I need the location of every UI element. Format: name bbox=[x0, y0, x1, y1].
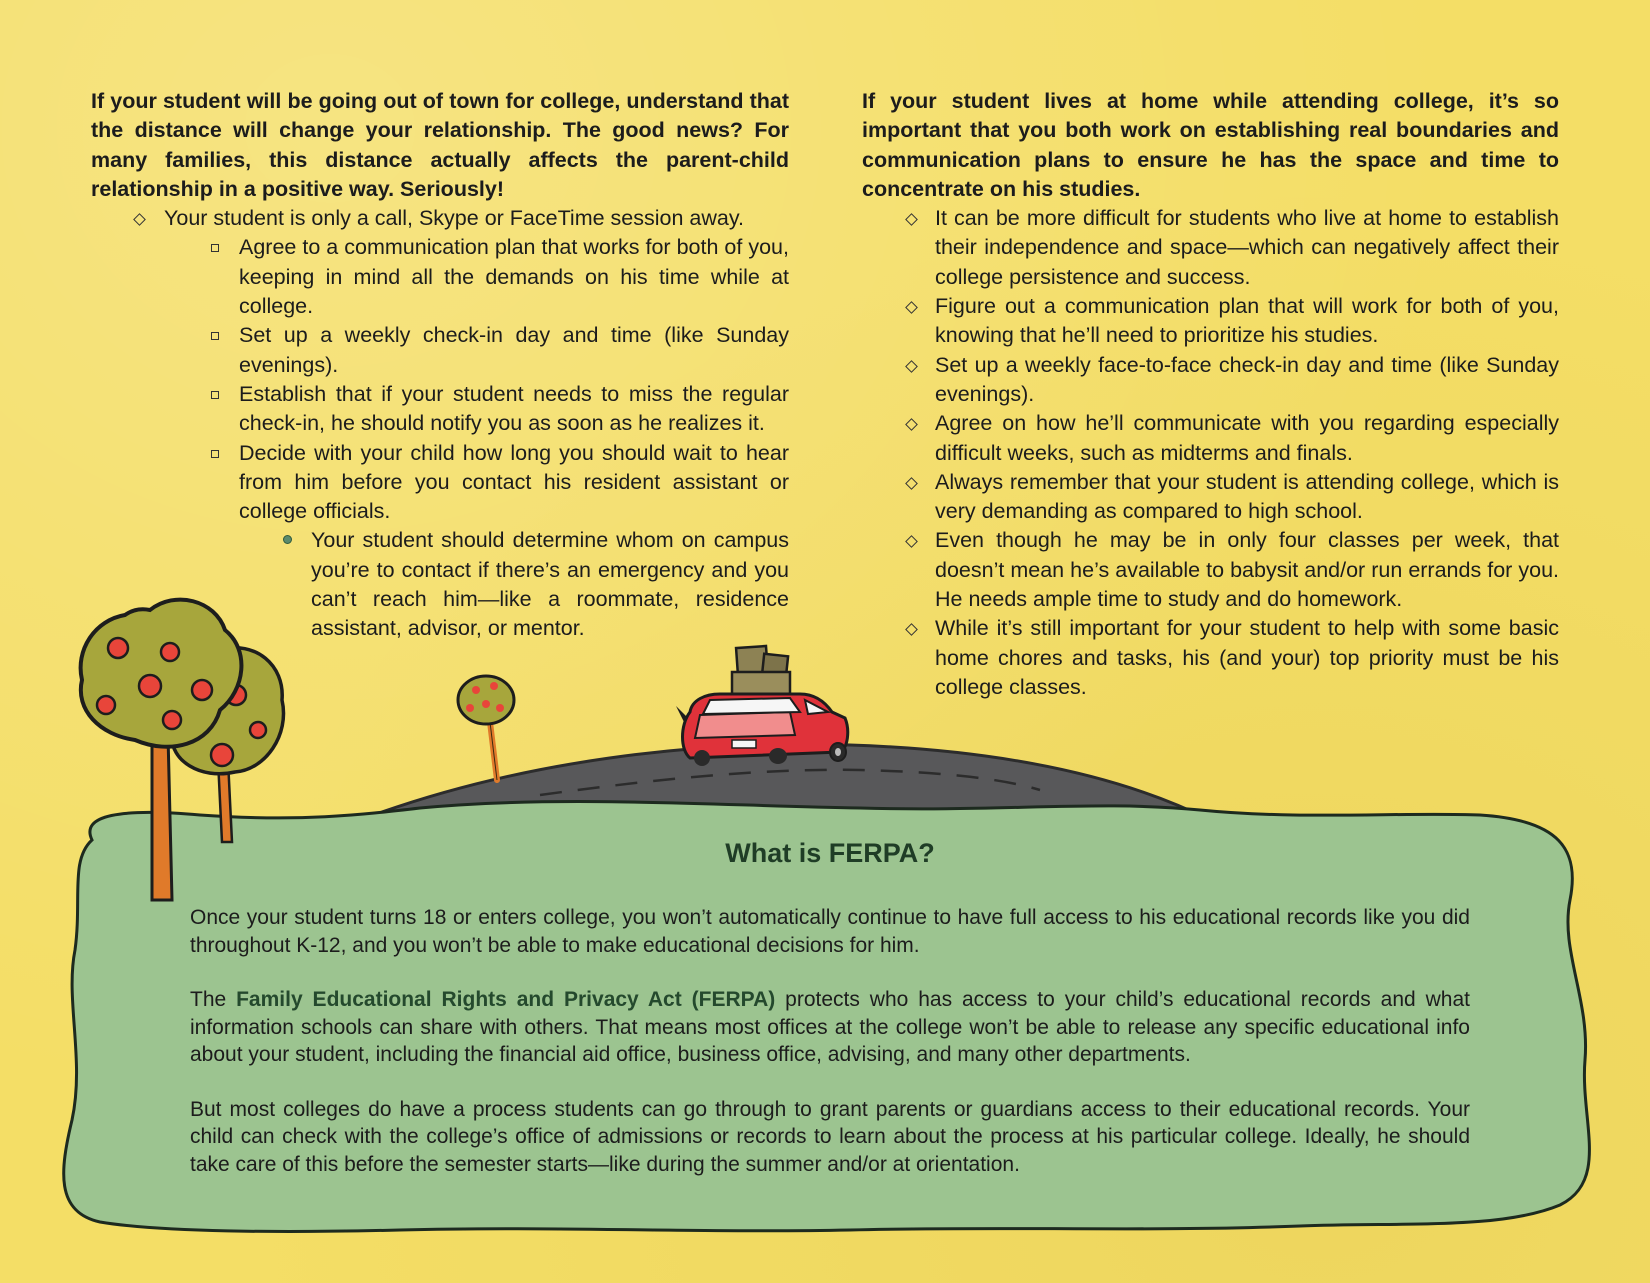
right-column bbox=[862, 87, 1559, 702]
ferpa-act-name: Family Educational Rights and Privacy Act (FERPA) bbox=[236, 988, 776, 1011]
circle-bullet-icon bbox=[283, 535, 292, 544]
diamond-bullet-icon bbox=[905, 536, 918, 549]
square-bullet-icon bbox=[211, 450, 219, 458]
diamond-bullet-icon bbox=[905, 213, 918, 226]
list-item-text: Your student is only a call, Skype or FaceTime session away. bbox=[164, 206, 744, 231]
right-lead-paragraph: If your student lives at home while attending college, it’s so important that you both work on establishing real boundaries and communication plans to ensure he has the space and time to concentrate on his studies. bbox=[862, 89, 1559, 201]
list-item bbox=[862, 409, 1559, 468]
list-item bbox=[91, 526, 789, 643]
ferpa-title: What is FERPA? bbox=[725, 838, 935, 868]
list-item-text: Your student should determine whom on campus you’re to contact if there’s an emergency and you can’t reach him—like a roommate, residence assistant, advisor, or mentor. bbox=[311, 528, 789, 641]
square-bullet-icon bbox=[211, 391, 219, 399]
list-item-text: Set up a weekly check-in day and time (like Sunday evenings). bbox=[239, 323, 789, 377]
list-item-text: Decide with your child how long you should wait to hear from him before you contact his resident assistant or college officials. bbox=[239, 440, 789, 524]
left-column bbox=[91, 87, 789, 644]
list-item bbox=[862, 204, 1559, 292]
list-item bbox=[91, 439, 789, 527]
car bbox=[676, 646, 848, 766]
diamond-bullet-icon bbox=[905, 301, 918, 314]
list-item-text: Set up a weekly face-to-face check-in day and time (like Sunday evenings). bbox=[935, 352, 1559, 406]
ferpa-p2-prefix: The bbox=[190, 988, 237, 1011]
list-item bbox=[91, 380, 789, 439]
small-tree bbox=[458, 676, 514, 780]
ferpa-paragraph-2 bbox=[190, 986, 1470, 1069]
diamond-bullet-icon bbox=[905, 360, 918, 373]
diamond-bullet-icon bbox=[133, 213, 146, 226]
ferpa-paragraph-3: But most colleges do have a process students can go through to grant parents or guardians access to their educational records. Your child can check with the college’s office of admissions or records to learn about the process at his particular college. Ideally, he should take care of this before the semester starts—like during the summer and/or at orientation. bbox=[190, 1097, 1470, 1176]
list-item bbox=[862, 614, 1559, 702]
diamond-bullet-icon bbox=[905, 418, 918, 431]
list-item-text: It can be more difficult for students who live at home to establish their independence and space—which can negatively affect their college persistence and success. bbox=[935, 206, 1559, 289]
ferpa-body bbox=[190, 904, 1470, 1205]
left-bullet-list bbox=[91, 204, 789, 643]
list-item bbox=[862, 351, 1559, 410]
list-item-text: Establish that if your student needs to miss the regular check-in, he should notify you as soon as he realizes it. bbox=[239, 381, 789, 436]
ferpa-p2-rest: protects who has access to your child’s educational records and what information schools can share with others. That means most offices at the college won’t be able to release any specific educational info about your student, including the financial aid office, business office, advising, and many other departments. bbox=[190, 988, 1470, 1066]
ferpa-paragraph-1: Once your student turns 18 or enters college, you won’t automatically continue to have full access to his educational records like you did throughout K-12, and you won’t be able to make educational decisions for him. bbox=[190, 906, 1470, 957]
list-item-text: While it’s still important for your student to help with some basic home chores and tasks, his (and your) top priority must be his college classes. bbox=[935, 616, 1559, 699]
list-item bbox=[91, 204, 789, 233]
list-item bbox=[862, 292, 1559, 351]
left-lead-paragraph: If your student will be going out of town for college, understand that the distance will change your relationship. The good news? For many families, this distance actually affects the parent-child relationship in a positive way. Seriously! bbox=[91, 89, 789, 201]
list-item bbox=[91, 233, 789, 321]
square-bullet-icon bbox=[211, 332, 219, 340]
list-item-text: Even though he may be in only four classes per week, that doesn’t mean he’s available to babysit and/or run errands for you. He needs ample time to study and do homework. bbox=[935, 528, 1559, 612]
diamond-bullet-icon bbox=[905, 623, 918, 636]
list-item-text: Figure out a communication plan that will work for both of you, knowing that he’ll need to prioritize his studies. bbox=[935, 294, 1559, 348]
list-item-text: Always remember that your student is attending college, which is very demanding as compared to high school. bbox=[935, 469, 1559, 524]
list-item bbox=[91, 321, 789, 380]
list-item-text: Agree to a communication plan that works for both of you, keeping in mind all the demands on his time while at college. bbox=[239, 235, 789, 319]
list-item bbox=[862, 526, 1559, 614]
list-item-text: Agree on how he’ll communicate with you regarding especially difficult weeks, such as midterms and finals. bbox=[935, 411, 1559, 465]
square-bullet-icon bbox=[211, 244, 219, 252]
right-bullet-list bbox=[862, 204, 1559, 702]
diamond-bullet-icon bbox=[905, 477, 918, 490]
list-item bbox=[862, 468, 1559, 527]
